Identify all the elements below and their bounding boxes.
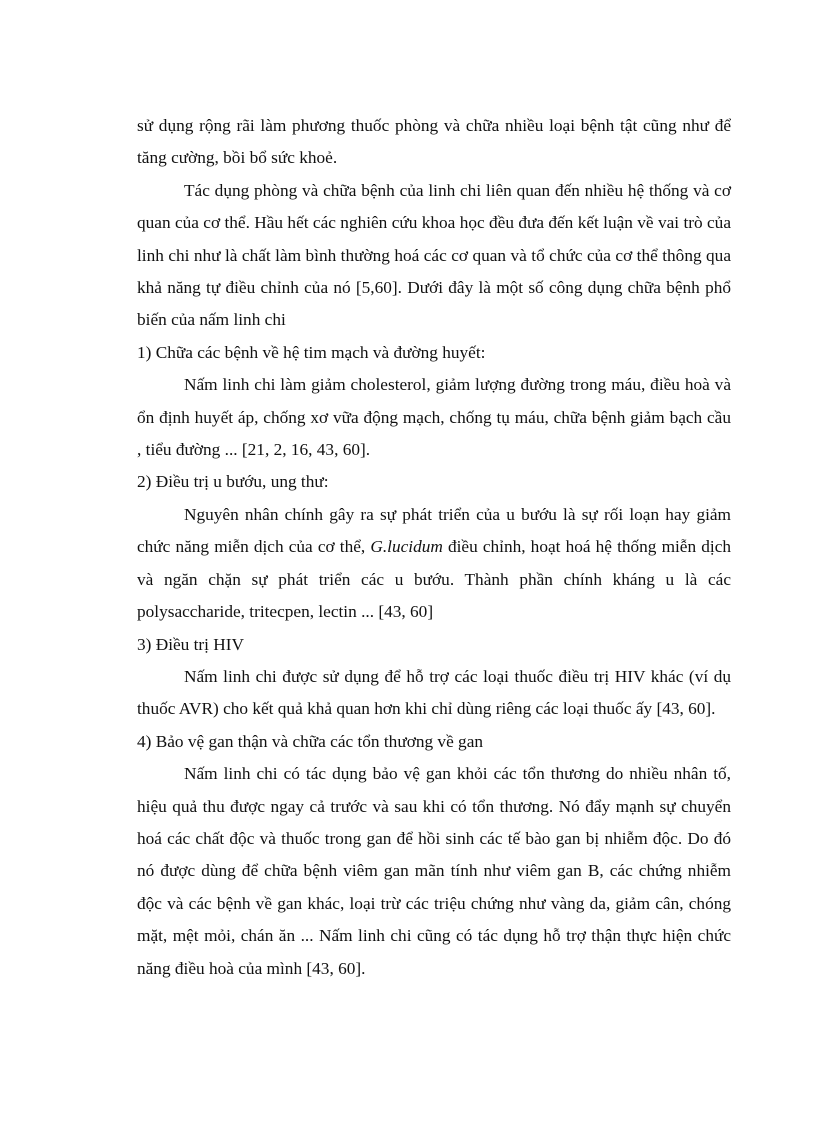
heading-cancer: 2) Điều trị u bướu, ung thư: <box>137 472 329 492</box>
heading-liver: 4) Bảo vệ gan thận và chữa các tổn thương về gan <box>137 731 484 751</box>
cancer-text-end: điều chỉnh, hoạt hoá hệ thống miễn dịch và ngăn chặn sự phát triển các u bướu. Thành phần chính kháng u là các polysaccharide, tritecpen, lectin ... [43, 60] <box>137 537 732 622</box>
paragraph-intro-continuation: sử dụng rộng rãi làm phương thuốc phòng và chữa nhiều loại bệnh tật cũng như để tăng cường, bồi bổ sức khoẻ. <box>137 116 731 168</box>
paragraph-cancer <box>137 499 731 629</box>
paragraph-hiv: Nấm linh chi được sử dụng để hỗ trợ các loại thuốc điều trị HIV khác (ví dụ thuốc AVR) cho kết quả khả quan hơn khi chỉ dùng riêng các loại thuốc ấy [43, 60]. <box>137 666 731 719</box>
species-name: G.lucidum <box>370 537 443 557</box>
heading-hiv: 3) Điều trị HIV <box>137 634 245 654</box>
paragraph-cardiovascular: Nấm linh chi làm giảm cholesterol, giảm lượng đường trong máu, điều hoà và ổn định huyết áp, chống xơ vữa động mạch, chống tụ máu, chữa bệnh giảm bạch cầu , tiểu đường ... [21, 2, 16, 43, 60]. <box>137 375 731 460</box>
paragraph-liver: Nấm linh chi có tác dụng bảo vệ gan khỏi các tổn thương do nhiều nhân tố, hiệu quả thu được ngay cả trước và sau khi có tổn thương. Nó đẩy mạnh sự chuyển hoá các chất độc và thuốc trong gan để hồi sinh các tế bào gan bị nhiễm độc. Do đó nó được dùng để chữa bệnh viêm gan mãn tính như viêm gan B, các chứng nhiễm độc và các bệnh về gan khác, loại trừ các triệu chứng như vàng da, giảm cân, chóng mặt, mệt mỏi, chán ăn ... Nấm linh chi cũng có tác dụng hỗ trợ thận thực hiện chức năng điều hoà của mình [43, 60]. <box>137 764 731 978</box>
document-page <box>137 110 731 985</box>
cancer-text-start: Nguyên nhân chính gây ra sự phát triển của u bướu là sự rối loạn hay giảm chức năng miễn dịch của cơ thể, <box>137 504 731 557</box>
paragraph-overview: Tác dụng phòng và chữa bệnh của linh chi liên quan đến nhiều hệ thống và cơ quan của cơ thể. Hầu hết các nghiên cứu khoa học đều đưa đến kết luận về vai trò của linh chi như là chất làm bình thường hoá các cơ quan và tổ chức của cơ thể thông qua khả năng tự điều chỉnh của nó [5,60]. Dưới đây là một số công dụng chữa bệnh phổ biến của nấm linh chi <box>137 180 731 330</box>
heading-cardiovascular: 1) Chữa các bệnh về hệ tim mạch và đường huyết: <box>137 342 486 362</box>
